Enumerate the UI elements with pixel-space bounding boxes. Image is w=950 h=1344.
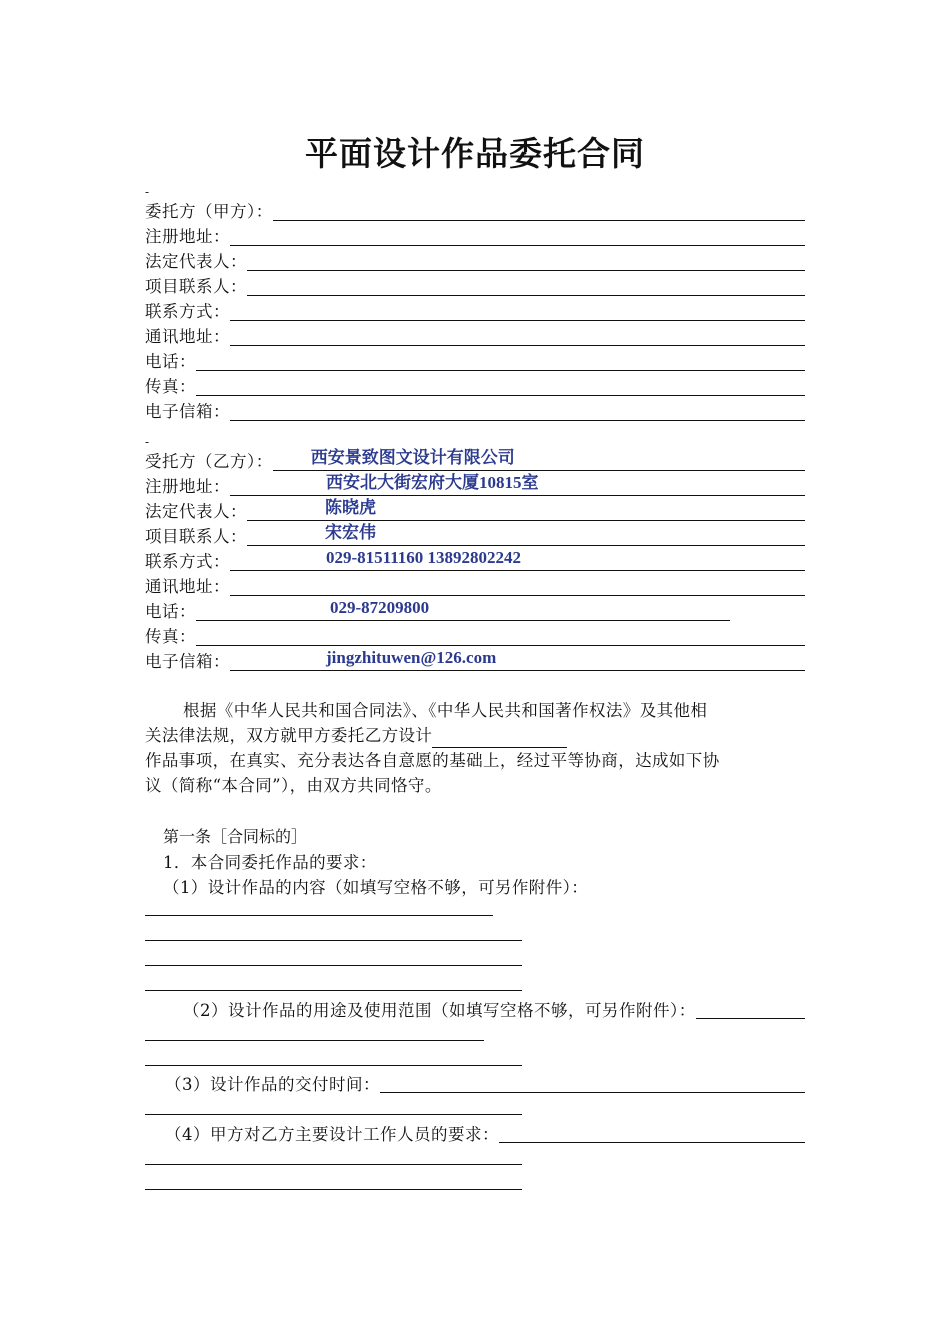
usage-blank-line[interactable] [145, 1065, 522, 1066]
party-a-field-row [145, 223, 805, 248]
party-b-field-value-line[interactable] [273, 450, 805, 471]
article-1-sub-1: （1）设计作品的内容（如填写空格不够，可另作附件）： [163, 878, 589, 897]
party-b-field-row [145, 648, 805, 673]
section-marker: - [145, 435, 150, 449]
party-b-field-label: 电话： [145, 602, 196, 621]
party-b-field-row [145, 623, 805, 648]
party-b-field-label: 联系方式： [145, 552, 230, 571]
article-1-sub-2: （2）设计作品的用途及使用范围（如填写空格不够，可另作附件）： [183, 1001, 696, 1020]
party-a-field-row [145, 323, 805, 348]
party-a-field-value-line[interactable] [273, 200, 805, 221]
party-b-field-value: 西安北大街宏府大厦10815室 [326, 473, 539, 492]
party-b-field-row [145, 598, 730, 623]
delivery-time-blank[interactable] [380, 1072, 805, 1093]
party-a-field-row [145, 273, 805, 298]
party-b-field-value: 029-81511160 13892802242 [326, 548, 522, 567]
party-a-field-row [145, 398, 805, 423]
party-a-field-label: 联系方式： [145, 302, 230, 321]
party-a-field-label: 通讯地址： [145, 327, 230, 346]
party-a-field-label: 电话： [145, 352, 196, 371]
party-b-field-value-line[interactable] [196, 600, 730, 621]
party-b-field-value-line[interactable] [196, 625, 805, 646]
party-b-field-row [145, 548, 805, 573]
party-b-field-label: 项目联系人： [145, 527, 247, 546]
party-b-field-value-line[interactable] [230, 575, 805, 596]
intro-line-4: 议（简称“本合同”），由双方共同恪守。 [145, 776, 442, 795]
party-a-field-row [145, 348, 805, 373]
content-blank-line[interactable] [145, 940, 522, 941]
party-b-field-label: 注册地址： [145, 477, 230, 496]
party-b-field-row [145, 573, 805, 598]
staff-blank-line[interactable] [145, 1189, 522, 1190]
party-a-field-label: 电子信箱： [145, 402, 230, 421]
section-marker: - [145, 185, 150, 199]
content-blank-line[interactable] [145, 990, 522, 991]
usage-blank[interactable] [696, 998, 805, 1019]
party-b-field-label: 传真： [145, 627, 196, 646]
party-b-field-row [145, 498, 805, 523]
party-a-field-value-line[interactable] [230, 400, 805, 421]
party-b-field-label: 电子信箱： [145, 652, 230, 671]
article-1-sub-2-row [183, 997, 805, 1021]
delivery-blank-line[interactable] [145, 1114, 522, 1115]
article-1-heading: 第一条［合同标的］ [163, 827, 308, 846]
party-a-field-value-line[interactable] [230, 300, 805, 321]
party-b-field-value: 西安景致图文设计有限公司 [310, 448, 515, 467]
article-1-sub-4-row [165, 1121, 805, 1145]
party-a-field-row [145, 248, 805, 273]
party-b-field-row [145, 448, 805, 473]
party-a-field-label: 项目联系人： [145, 277, 247, 296]
intro-line-2-text: 关法律法规，双方就甲方委托乙方设计 [145, 726, 433, 745]
party-b-field-value-line[interactable] [230, 475, 805, 496]
party-b-field-row [145, 473, 805, 498]
party-a-field-row [145, 373, 805, 398]
article-1-sub-4: （4）甲方对乙方主要设计工作人员的要求： [165, 1125, 499, 1144]
party-b-field-label: 通讯地址： [145, 577, 230, 596]
party-a-field-value-line[interactable] [196, 375, 805, 396]
staff-blank-line[interactable] [145, 1164, 522, 1165]
content-blank-line[interactable] [145, 915, 493, 916]
party-a-field-value-line[interactable] [230, 225, 805, 246]
party-b-field-value: jingzhituwen@126.com [326, 648, 497, 667]
design-subject-blank[interactable] [432, 729, 567, 748]
party-b-field-label: 受托方（乙方）： [145, 452, 273, 471]
intro-line-1: 根据《中华人民共和国合同法》、《中华人民共和国著作权法》及其他相 [183, 701, 708, 720]
party-a-field-row [145, 298, 805, 323]
party-a-field-label: 法定代表人： [145, 252, 247, 271]
party-a-field-value-line[interactable] [230, 325, 805, 346]
party-a-field-label: 委托方（甲方）： [145, 202, 273, 221]
party-b-field-row [145, 523, 805, 548]
intro-line-2 [145, 723, 805, 748]
party-a-field-value-line[interactable] [247, 250, 805, 271]
usage-blank-line[interactable] [145, 1040, 484, 1041]
party-b-field-value-line[interactable] [247, 500, 805, 521]
party-a-field-value-line[interactable] [247, 275, 805, 296]
document-title: 平面设计作品委托合同 [305, 134, 645, 173]
party-b-field-value-line[interactable] [230, 650, 805, 671]
party-b-field-value: 029-87209800 [330, 598, 430, 617]
intro-paragraph [145, 698, 805, 798]
party-b-field-value: 陈晓虎 [325, 498, 376, 517]
party-b-field-label: 法定代表人： [145, 502, 247, 521]
party-a-field-label: 注册地址： [145, 227, 230, 246]
article-1-sub-3-row [165, 1071, 805, 1095]
article-1-item-1: 1．本合同委托作品的要求： [163, 853, 377, 872]
party-a-field-row [145, 198, 805, 223]
content-blank-line[interactable] [145, 965, 522, 966]
article-1-sub-3: （3）设计作品的交付时间： [165, 1075, 380, 1094]
party-a-field-label: 传真： [145, 377, 196, 396]
party-a-field-value-line[interactable] [196, 350, 805, 371]
intro-line-3: 作品事项，在真实、充分表达各自意愿的基础上，经过平等协商，达成如下协 [145, 751, 720, 770]
party-b-field-value-line[interactable] [247, 525, 805, 546]
staff-requirement-blank[interactable] [499, 1122, 805, 1143]
party-b-field-value: 宋宏伟 [325, 523, 376, 542]
party-b-field-value-line[interactable] [230, 550, 805, 571]
